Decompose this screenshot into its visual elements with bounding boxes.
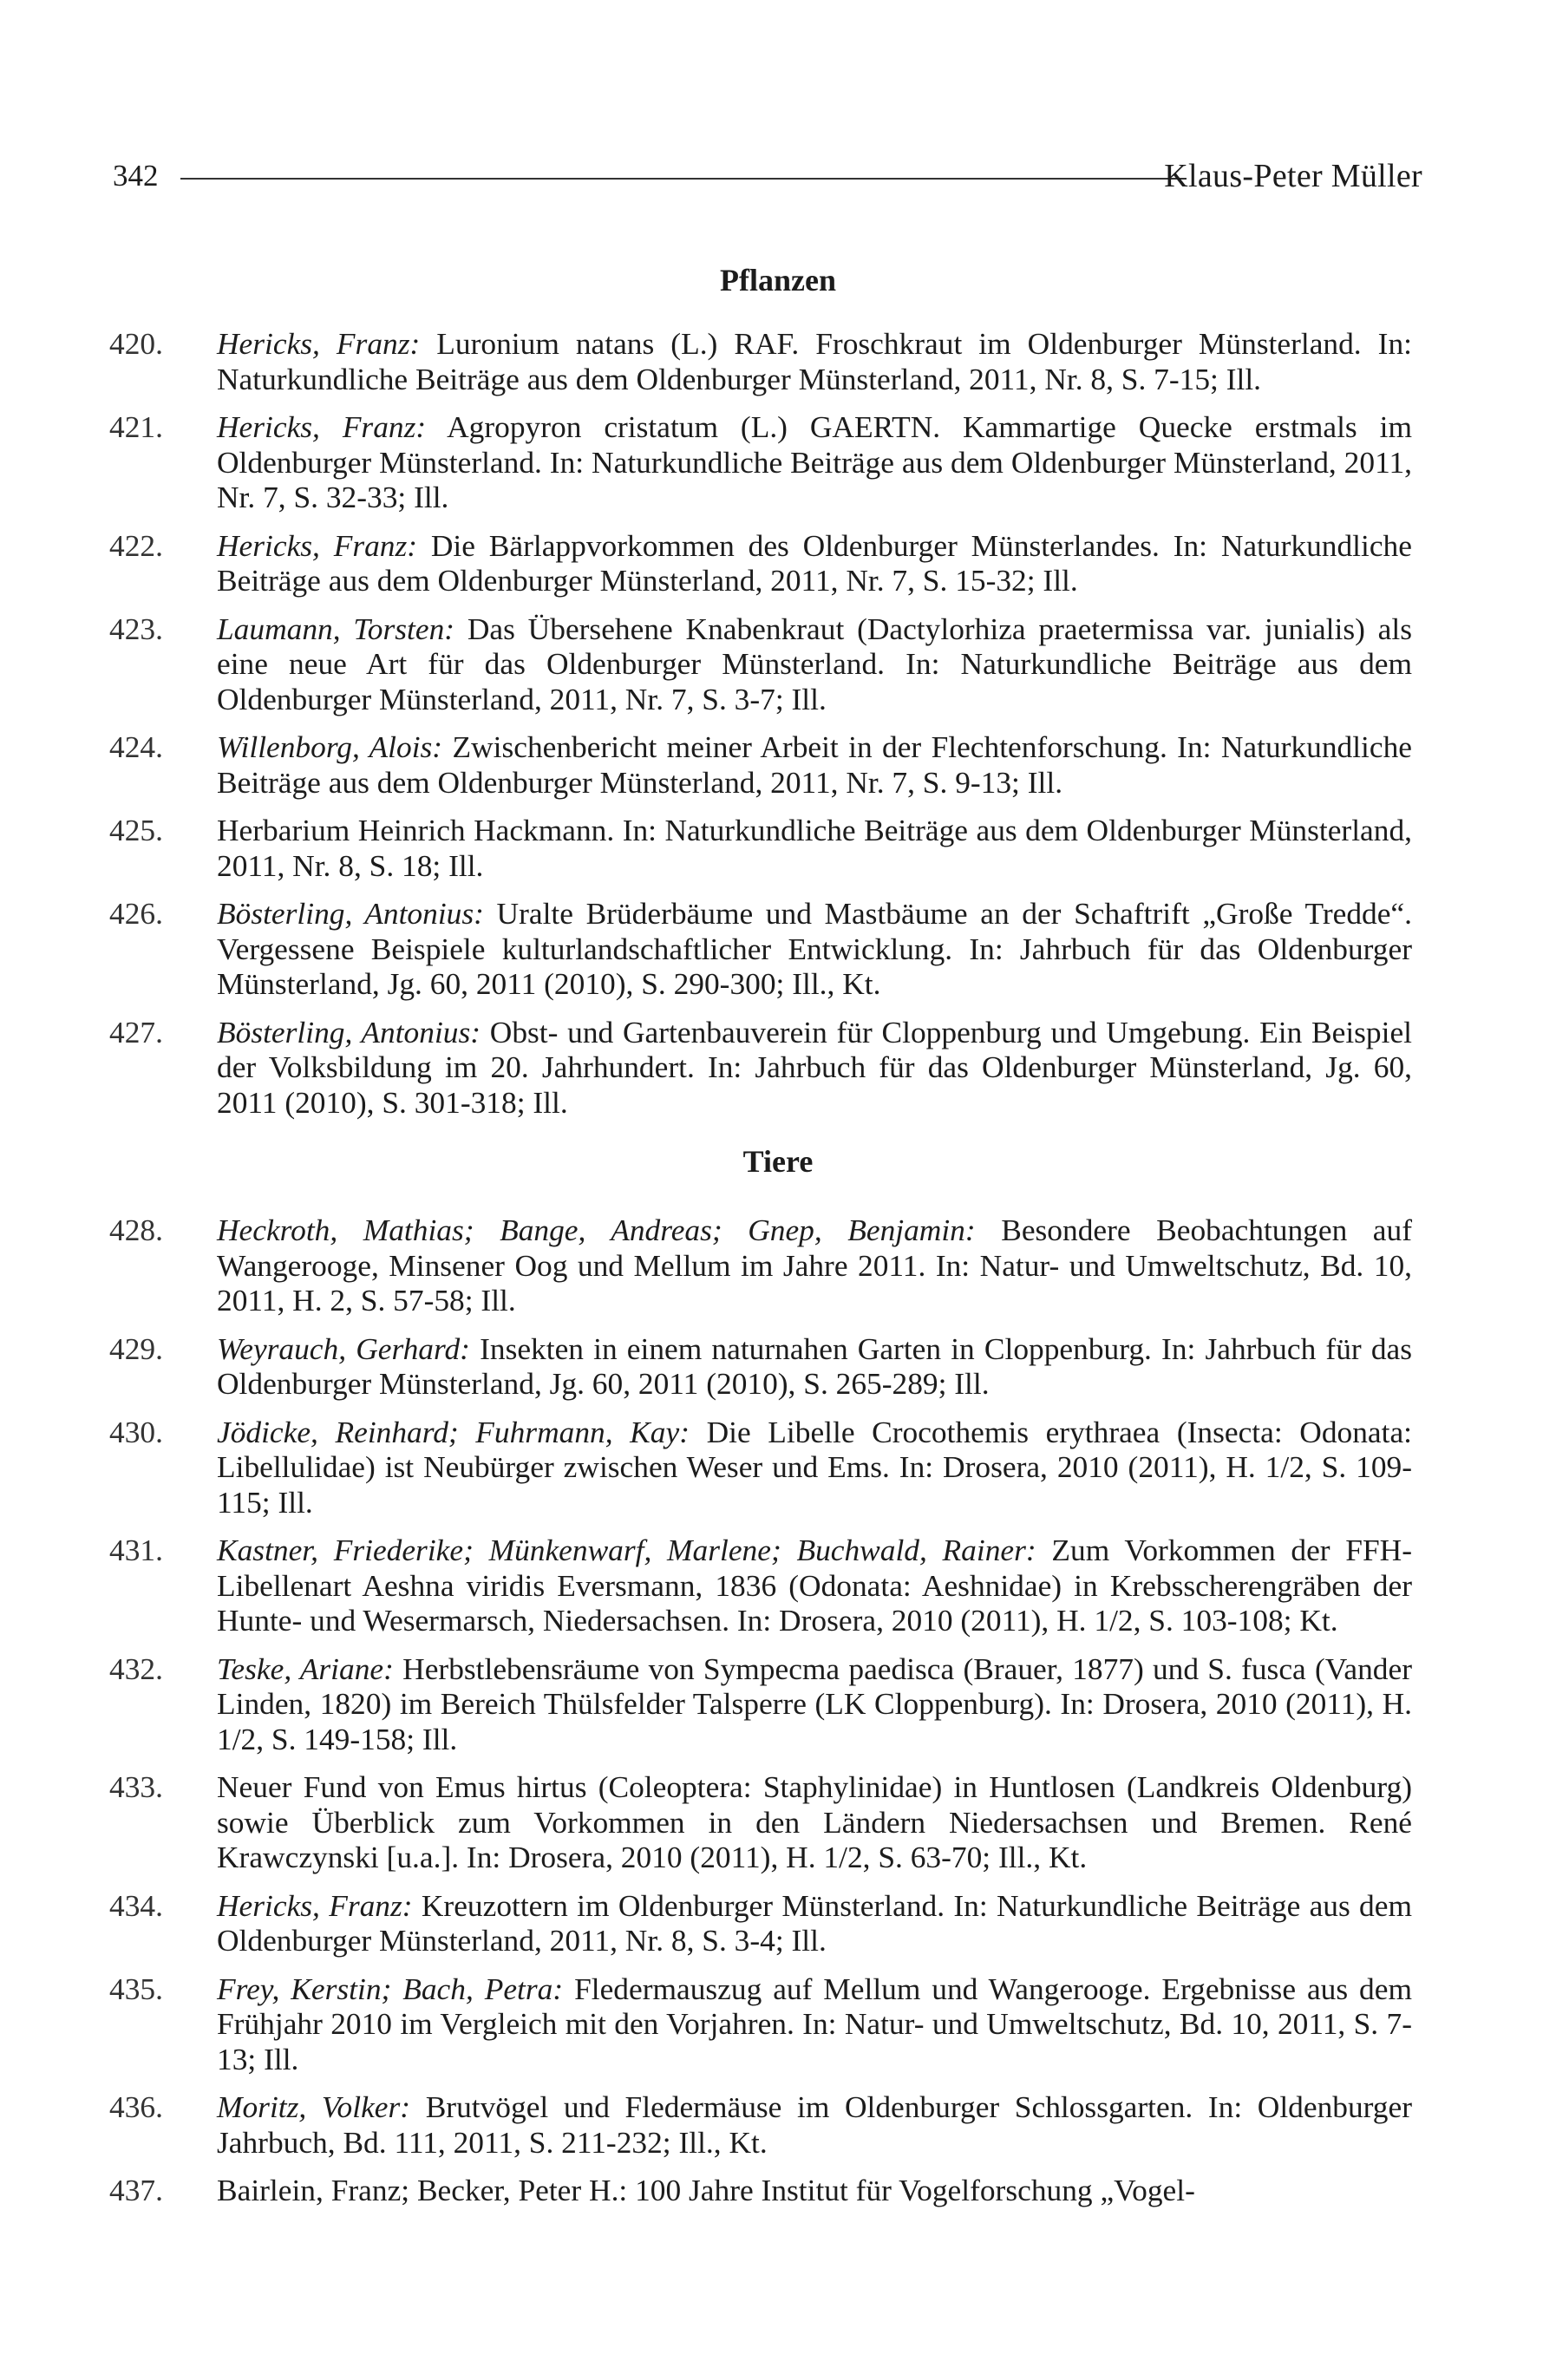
entry-text: Agropyron cristatum (L.) GAERTN. Kammartige Quecke erstmals im Oldenburger Münsterland. In: Naturkundliche Beiträge aus dem Oldenburger Münsterland, 2011, Nr. 7, S. 32-33; Ill. <box>217 409 1412 514</box>
bibliography-entry <box>0 528 1556 598</box>
entry-text: Herbstlebensräume von Sympecma paedisca (Brauer, 1877) und S. fusca (Vander Linden, 1820) im Bereich Thülsfelder Talsperre (LK Cloppenburg). In: Drosera, 2010 (2011), H. 1/2, S. 149-158; Ill. <box>217 1651 1412 1756</box>
entry-body <box>217 611 1412 717</box>
entry-number: 420. <box>109 326 163 361</box>
running-head-author: Klaus-Peter Müller <box>1164 158 1422 194</box>
entry-number: 425. <box>109 813 163 847</box>
entry-text: Uralte Brüderbäume und Mastbäume an der Schaftrift „Große Tredde“. Vergessene Beispiele kulturlandschaftlicher Entwicklung. In: Jahrbuch für das Oldenburger Münsterland, Jg. 60, 2011 (2010), S. 290-300; Ill., Kt. <box>217 896 1412 1001</box>
entry-text: Die Libelle Crocothemis erythraea (Insecta: Odonata: Libellulidae) ist Neubürger zwischen Weser und Ems. In: Drosera, 2010 (2011), H. 1/2, S. 109-115; Ill. <box>217 1414 1412 1520</box>
entry-number: 421. <box>109 409 163 444</box>
entry-body <box>217 1415 1412 1520</box>
entry-text: Obst- und Gartenbauverein für Cloppenburg und Umgebung. Ein Beispiel der Volksbildung im 20. Jahrhundert. In: Jahrbuch für das Oldenburger Münsterland, Jg. 60, 2011 (2010), S. 301-318; Ill. <box>217 1014 1412 1120</box>
entry-text: Bairlein, Franz; Becker, Peter H.: 100 Jahre Institut für Vogelforschung „Vogel- <box>217 2173 1195 2207</box>
header-rule <box>180 178 1187 180</box>
bibliography-list-pflanzen <box>0 326 1556 1133</box>
entry-body <box>217 2173 1412 2208</box>
entry-number: 422. <box>109 527 163 563</box>
entry-number: 431. <box>109 1533 163 1567</box>
entry-number: 432. <box>109 1651 163 1686</box>
bibliography-list-tiere <box>0 1213 1556 2221</box>
bibliography-entry <box>0 729 1556 800</box>
entry-author: Bösterling, Antonius: <box>217 896 484 931</box>
entry-author: Teske, Ariane: <box>217 1651 394 1686</box>
entry-text: Herbarium Heinrich Hackmann. In: Naturkundliche Beiträge aus dem Oldenburger Münsterland, 2011, Nr. 8, S. 18; Ill. <box>217 813 1412 883</box>
entry-number: 428. <box>109 1213 163 1247</box>
bibliography-entry <box>0 1213 1556 1318</box>
entry-body <box>217 896 1412 1002</box>
entry-text: Zwischenbericht meiner Arbeit in der Flechtenforschung. In: Naturkundliche Beiträge aus dem Oldenburger Münsterland, 2011, Nr. 7, S. 9-13; Ill. <box>217 729 1412 800</box>
section-title-pflanzen: Pflanzen <box>720 263 836 298</box>
entry-body <box>217 813 1412 883</box>
entry-author: Frey, Kerstin; Bach, Petra: <box>217 1971 564 2006</box>
entry-number: 427. <box>109 1014 163 1049</box>
bibliography-entry <box>0 611 1556 717</box>
page-number: 342 <box>113 159 159 193</box>
entry-body <box>217 1331 1412 1402</box>
entry-text: Das Übersehene Knabenkraut (Dactylorhiza praetermissa var. junialis) als eine neue Art für das Oldenburger Münsterland. In: Naturkundliche Beiträge aus dem Oldenburger Münsterland, 2011, Nr. 7, S. 3-7; Ill. <box>217 611 1412 716</box>
bibliography-entry <box>0 813 1556 883</box>
entry-body <box>217 326 1412 396</box>
entry-text: Fledermauszug auf Mellum und Wangerooge. Ergebnisse aus dem Frühjahr 2010 im Vergleich mit den Vorjahren. In: Natur- und Umweltschutz, Bd. 10, 2011, S. 7-13; Ill. <box>217 1971 1412 2076</box>
bibliography-entry <box>0 1769 1556 1875</box>
entry-number: 424. <box>109 729 163 764</box>
bibliography-entry <box>0 326 1556 396</box>
bibliography-entry <box>0 2173 1556 2208</box>
entry-number: 434. <box>109 1887 163 1923</box>
entry-number: 436. <box>109 2089 163 2124</box>
entry-author: Hericks, Franz: <box>217 326 421 361</box>
entry-number: 433. <box>109 1769 163 1804</box>
entry-body <box>217 1533 1412 1638</box>
bibliography-entry <box>0 1533 1556 1638</box>
entry-text: Insekten in einem naturnahen Garten in Cloppenburg. In: Jahrbuch für das Oldenburger Münsterland, Jg. 60, 2011 (2010), S. 265-289; Ill. <box>217 1331 1412 1401</box>
entry-body <box>217 2089 1412 2160</box>
entry-text: Luronium natans (L.) RAF. Froschkraut im Oldenburger Münsterland. In: Naturkundliche Beiträge aus dem Oldenburger Münsterland, 2011, Nr. 8, S. 7-15; Ill. <box>217 326 1412 396</box>
entry-number: 430. <box>109 1414 163 1449</box>
bibliography-entry <box>0 1415 1556 1520</box>
entry-author: Willenborg, Alois: <box>217 729 443 764</box>
entry-body <box>217 1971 1412 2077</box>
bibliography-entry <box>0 1331 1556 1402</box>
bibliography-entry <box>0 1651 1556 1757</box>
entry-author: Bösterling, Antonius: <box>217 1014 481 1049</box>
entry-number: 423. <box>109 611 163 646</box>
entry-body <box>217 1769 1412 1875</box>
entry-text: Kreuzottern im Oldenburger Münsterland. In: Naturkundliche Beiträge aus dem Oldenburger Münsterland, 2011, Nr. 8, S. 3-4; Ill. <box>217 1887 1412 1958</box>
entry-number: 437. <box>109 2173 163 2207</box>
section-title-tiere: Tiere <box>742 1144 814 1179</box>
entry-body <box>217 409 1412 515</box>
entry-author: Jödicke, Reinhard; Fuhrmann, Kay: <box>217 1414 690 1449</box>
entry-number: 429. <box>109 1331 163 1366</box>
entry-body <box>217 1213 1412 1318</box>
entry-author: Moritz, Volker: <box>217 2089 411 2124</box>
entry-body <box>217 1888 1412 1958</box>
entry-author: Hericks, Franz: <box>217 409 427 444</box>
entry-text: Neuer Fund von Emus hirtus (Coleoptera: Staphylinidae) in Huntlosen (Landkreis Oldenburg) sowie Überblick zum Vorkommen in den Ländern Niedersachsen und Bremen. René Krawczynski [u.a.]. In: Drosera, 2010 (2011), H. 1/2, S. 63-70; Ill., Kt. <box>217 1769 1412 1874</box>
entry-author: Hericks, Franz: <box>217 1887 413 1923</box>
bibliography-entry <box>0 409 1556 515</box>
entry-text: Brutvögel und Fledermäuse im Oldenburger Schlossgarten. In: Oldenburger Jahrbuch, Bd. 111, 2011, S. 211-232; Ill., Kt. <box>217 2089 1412 2160</box>
entry-number: 435. <box>109 1971 163 2006</box>
entry-author: Kastner, Friederike; Münkenwarf, Marlene; Buchwald, Rainer: <box>217 1533 1036 1567</box>
bibliography-entry <box>0 2089 1556 2160</box>
entry-author: Weyrauch, Gerhard: <box>217 1331 470 1366</box>
entry-text: Zum Vorkommen der FFH-Libellenart Aeshna viridis Eversmann, 1836 (Odonata: Aeshnidae) in Krebsscherengräben der Hunte- und Wesermarsch, Niedersachsen. In: Drosera, 2010 (2011), H. 1/2, S. 103-108; Kt. <box>217 1533 1412 1638</box>
running-head <box>113 154 1422 198</box>
entry-body <box>217 1015 1412 1121</box>
entry-body <box>217 1651 1412 1757</box>
entry-text: Besondere Beobachtungen auf Wangerooge, Minsener Oog und Mellum im Jahre 2011. In: Natur- und Umweltschutz, Bd. 10, 2011, H. 2, S. 57-58; Ill. <box>217 1213 1412 1318</box>
bibliography-entry <box>0 1015 1556 1121</box>
entry-number: 426. <box>109 896 163 931</box>
bibliography-entry <box>0 1888 1556 1958</box>
entry-author: Heckroth, Mathias; Bange, Andreas; Gnep, Benjamin: <box>217 1213 976 1247</box>
entry-author: Hericks, Franz: <box>217 527 418 563</box>
bibliography-entry <box>0 896 1556 1002</box>
entry-body <box>217 729 1412 800</box>
entry-author: Laumann, Torsten: <box>217 611 455 646</box>
bibliography-entry <box>0 1971 1556 2077</box>
entry-text: Die Bärlappvorkommen des Oldenburger Münsterlandes. In: Naturkundliche Beiträge aus dem Oldenburger Münsterland, 2011, Nr. 7, S. 15-32; Ill. <box>217 527 1412 598</box>
entry-body <box>217 528 1412 598</box>
